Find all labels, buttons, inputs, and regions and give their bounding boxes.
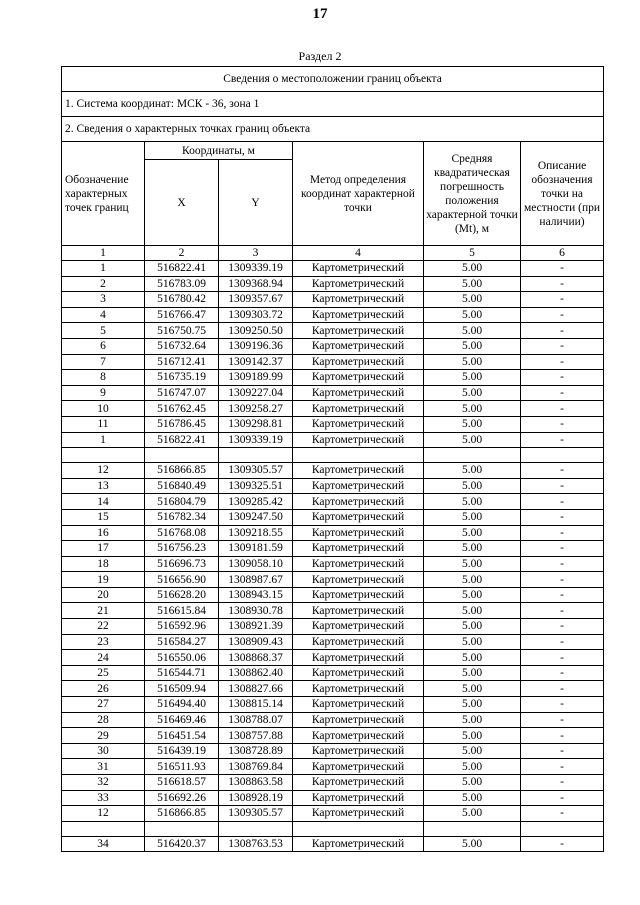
coord-y: 1308763.53 [219, 836, 293, 852]
point-id: 5 [62, 323, 145, 339]
method: Картометрический [293, 432, 424, 448]
coord-y: 1309058.10 [219, 556, 293, 572]
point-id: 2 [62, 276, 145, 292]
accuracy: 5.00 [424, 370, 521, 386]
coord-y: 1308987.67 [219, 572, 293, 588]
table-row [62, 292, 604, 308]
table-row [62, 478, 604, 494]
blank-separator-row [62, 821, 604, 836]
coord-x: 516783.09 [145, 276, 219, 292]
column-number: 4 [293, 246, 424, 261]
point-id: 7 [62, 354, 145, 370]
method: Картометрический [293, 338, 424, 354]
coord-y: 1309218.55 [219, 525, 293, 541]
description: - [521, 572, 604, 588]
coord-y: 1309258.27 [219, 401, 293, 417]
description: - [521, 463, 604, 479]
coord-y: 1308827.66 [219, 681, 293, 697]
accuracy: 5.00 [424, 478, 521, 494]
description: - [521, 806, 604, 822]
blank-cell [521, 448, 604, 463]
blank-cell [293, 448, 424, 463]
table-row [62, 556, 604, 572]
header-x: X [145, 160, 219, 246]
table-row [62, 541, 604, 557]
accuracy: 5.00 [424, 556, 521, 572]
point-id: 16 [62, 525, 145, 541]
point-id: 17 [62, 541, 145, 557]
coord-x: 516768.08 [145, 525, 219, 541]
accuracy: 5.00 [424, 619, 521, 635]
accuracy: 5.00 [424, 541, 521, 557]
header-accuracy: Средняя квадратическая погрешность положения характерной точки (Mt), м [424, 142, 521, 246]
description: - [521, 587, 604, 603]
coord-x: 516786.45 [145, 416, 219, 432]
table-row [62, 806, 604, 822]
header-description: Описание обозначения точки на местности (при наличии) [521, 142, 604, 246]
coord-x: 516584.27 [145, 634, 219, 650]
method: Картометрический [293, 603, 424, 619]
description: - [521, 556, 604, 572]
description: - [521, 401, 604, 417]
accuracy: 5.00 [424, 806, 521, 822]
table-row [62, 354, 604, 370]
point-id: 33 [62, 790, 145, 806]
method: Картометрический [293, 261, 424, 277]
table-row [62, 307, 604, 323]
table-title: Сведения о местоположении границ объекта [62, 67, 604, 92]
accuracy: 5.00 [424, 401, 521, 417]
method: Картометрический [293, 790, 424, 806]
coord-x: 516615.84 [145, 603, 219, 619]
method: Картометрический [293, 509, 424, 525]
header-coords: Координаты, м [145, 142, 293, 160]
table-row [62, 370, 604, 386]
point-id: 3 [62, 292, 145, 308]
method: Картометрический [293, 728, 424, 744]
table-row [62, 323, 604, 339]
description: - [521, 432, 604, 448]
method: Картометрический [293, 743, 424, 759]
coord-x: 516866.85 [145, 463, 219, 479]
coord-x: 516494.40 [145, 697, 219, 713]
table-row [62, 790, 604, 806]
table-row [62, 665, 604, 681]
column-number: 2 [145, 246, 219, 261]
description: - [521, 509, 604, 525]
coord-y: 1308769.84 [219, 759, 293, 775]
coord-y: 1309339.19 [219, 432, 293, 448]
accuracy: 5.00 [424, 634, 521, 650]
coord-x: 516866.85 [145, 806, 219, 822]
coord-x: 516544.71 [145, 665, 219, 681]
coord-x: 516592.96 [145, 619, 219, 635]
coord-y: 1309357.67 [219, 292, 293, 308]
method: Картометрический [293, 556, 424, 572]
point-id: 18 [62, 556, 145, 572]
method: Картометрический [293, 463, 424, 479]
accuracy: 5.00 [424, 385, 521, 401]
coord-y: 1308921.39 [219, 619, 293, 635]
point-id: 12 [62, 463, 145, 479]
description: - [521, 370, 604, 386]
table-row [62, 634, 604, 650]
table-row [62, 619, 604, 635]
coord-x: 516780.42 [145, 292, 219, 308]
description: - [521, 307, 604, 323]
accuracy: 5.00 [424, 494, 521, 510]
section-title: Раздел 2 [298, 49, 342, 63]
description: - [521, 354, 604, 370]
coord-y: 1309368.94 [219, 276, 293, 292]
accuracy: 5.00 [424, 790, 521, 806]
blank-cell [424, 448, 521, 463]
coord-y: 1309303.72 [219, 307, 293, 323]
accuracy: 5.00 [424, 463, 521, 479]
method: Картометрический [293, 836, 424, 852]
point-id: 25 [62, 665, 145, 681]
blank-cell [145, 448, 219, 463]
point-id: 10 [62, 401, 145, 417]
accuracy: 5.00 [424, 307, 521, 323]
method: Картометрический [293, 650, 424, 666]
description: - [521, 323, 604, 339]
method: Картометрический [293, 541, 424, 557]
accuracy: 5.00 [424, 261, 521, 277]
accuracy: 5.00 [424, 836, 521, 852]
coord-y: 1308815.14 [219, 697, 293, 713]
point-id: 26 [62, 681, 145, 697]
table-row [62, 432, 604, 448]
point-id: 30 [62, 743, 145, 759]
coord-x: 516822.41 [145, 261, 219, 277]
accuracy: 5.00 [424, 323, 521, 339]
coord-x: 516822.41 [145, 432, 219, 448]
description: - [521, 650, 604, 666]
point-id: 9 [62, 385, 145, 401]
blank-cell [219, 448, 293, 463]
point-id: 15 [62, 509, 145, 525]
point-id: 4 [62, 307, 145, 323]
blank-cell [62, 448, 145, 463]
coord-y: 1309227.04 [219, 385, 293, 401]
point-id: 29 [62, 728, 145, 744]
description: - [521, 619, 604, 635]
method: Картометрический [293, 416, 424, 432]
description: - [521, 292, 604, 308]
accuracy: 5.00 [424, 650, 521, 666]
method: Картометрический [293, 775, 424, 791]
accuracy: 5.00 [424, 775, 521, 791]
coord-y: 1309142.37 [219, 354, 293, 370]
blank-cell [521, 821, 604, 836]
description: - [521, 634, 604, 650]
point-id: 28 [62, 712, 145, 728]
description: - [521, 541, 604, 557]
table-row [62, 276, 604, 292]
method: Картометрический [293, 525, 424, 541]
method: Картометрический [293, 307, 424, 323]
coord-y: 1309325.51 [219, 478, 293, 494]
header-y: Y [219, 160, 293, 246]
coord-x: 516756.23 [145, 541, 219, 557]
point-id: 21 [62, 603, 145, 619]
coordinates-table [61, 66, 604, 852]
coord-x: 516509.94 [145, 681, 219, 697]
coord-x: 516804.79 [145, 494, 219, 510]
description: - [521, 728, 604, 744]
method: Картометрический [293, 634, 424, 650]
coord-x: 516469.46 [145, 712, 219, 728]
point-id: 20 [62, 587, 145, 603]
coord-x: 516692.26 [145, 790, 219, 806]
method: Картометрический [293, 587, 424, 603]
column-number: 1 [62, 246, 145, 261]
table-row [62, 603, 604, 619]
accuracy: 5.00 [424, 681, 521, 697]
accuracy: 5.00 [424, 354, 521, 370]
coord-y: 1309189.99 [219, 370, 293, 386]
point-id: 27 [62, 697, 145, 713]
method: Картометрический [293, 385, 424, 401]
description: - [521, 697, 604, 713]
coord-y: 1309339.19 [219, 261, 293, 277]
description: - [521, 603, 604, 619]
description: - [521, 338, 604, 354]
point-id: 1 [62, 432, 145, 448]
coordinate-system: 1. Система координат: МСК - 36, зона 1 [62, 92, 604, 117]
point-id: 34 [62, 836, 145, 852]
coord-x: 516656.90 [145, 572, 219, 588]
method: Картометрический [293, 494, 424, 510]
coord-x: 516712.41 [145, 354, 219, 370]
table-row [62, 338, 604, 354]
coord-x: 516511.93 [145, 759, 219, 775]
point-id: 24 [62, 650, 145, 666]
column-number: 3 [219, 246, 293, 261]
table-row [62, 261, 604, 277]
method: Картометрический [293, 759, 424, 775]
blank-cell [145, 821, 219, 836]
method: Картометрический [293, 572, 424, 588]
table-row [62, 525, 604, 541]
coord-y: 1308943.15 [219, 587, 293, 603]
description: - [521, 416, 604, 432]
table-row [62, 712, 604, 728]
point-id: 19 [62, 572, 145, 588]
table-row [62, 509, 604, 525]
page-number: 17 [312, 6, 328, 22]
blank-separator-row [62, 448, 604, 463]
accuracy: 5.00 [424, 759, 521, 775]
points-section-title: 2. Сведения о характерных точках границ объекта [62, 117, 604, 142]
coord-y: 1309305.57 [219, 806, 293, 822]
coord-x: 516762.45 [145, 401, 219, 417]
table-row [62, 416, 604, 432]
description: - [521, 759, 604, 775]
point-id: 6 [62, 338, 145, 354]
accuracy: 5.00 [424, 743, 521, 759]
method: Картометрический [293, 323, 424, 339]
method: Картометрический [293, 478, 424, 494]
method: Картометрический [293, 619, 424, 635]
table-row [62, 775, 604, 791]
accuracy: 5.00 [424, 587, 521, 603]
point-id: 32 [62, 775, 145, 791]
blank-cell [62, 821, 145, 836]
accuracy: 5.00 [424, 728, 521, 744]
method: Картометрический [293, 681, 424, 697]
coord-x: 516696.73 [145, 556, 219, 572]
table-row [62, 836, 604, 852]
coord-y: 1308788.07 [219, 712, 293, 728]
coord-y: 1309247.50 [219, 509, 293, 525]
coord-y: 1309196.36 [219, 338, 293, 354]
accuracy: 5.00 [424, 525, 521, 541]
description: - [521, 478, 604, 494]
accuracy: 5.00 [424, 697, 521, 713]
coord-x: 516618.57 [145, 775, 219, 791]
accuracy: 5.00 [424, 338, 521, 354]
method: Картометрический [293, 370, 424, 386]
accuracy: 5.00 [424, 665, 521, 681]
coord-x: 516628.20 [145, 587, 219, 603]
coord-x: 516750.75 [145, 323, 219, 339]
table-row [62, 463, 604, 479]
accuracy: 5.00 [424, 416, 521, 432]
method: Картометрический [293, 354, 424, 370]
table-row [62, 759, 604, 775]
coord-x: 516782.34 [145, 509, 219, 525]
point-id: 14 [62, 494, 145, 510]
coord-y: 1309181.59 [219, 541, 293, 557]
coord-x: 516735.19 [145, 370, 219, 386]
table-row [62, 494, 604, 510]
column-number: 6 [521, 246, 604, 261]
point-id: 1 [62, 261, 145, 277]
description: - [521, 775, 604, 791]
accuracy: 5.00 [424, 292, 521, 308]
accuracy: 5.00 [424, 509, 521, 525]
coord-x: 516439.19 [145, 743, 219, 759]
description: - [521, 385, 604, 401]
table-row [62, 401, 604, 417]
coord-y: 1308728.89 [219, 743, 293, 759]
point-id: 11 [62, 416, 145, 432]
coord-y: 1308862.40 [219, 665, 293, 681]
coord-y: 1309298.81 [219, 416, 293, 432]
method: Картометрический [293, 401, 424, 417]
coord-y: 1309250.50 [219, 323, 293, 339]
accuracy: 5.00 [424, 276, 521, 292]
coord-y: 1308930.78 [219, 603, 293, 619]
point-id: 22 [62, 619, 145, 635]
coord-x: 516550.06 [145, 650, 219, 666]
table-row [62, 385, 604, 401]
table-row [62, 728, 604, 744]
method: Картометрический [293, 276, 424, 292]
header-point: Обозначение характерных точек границ [62, 142, 145, 246]
accuracy: 5.00 [424, 432, 521, 448]
description: - [521, 494, 604, 510]
coord-x: 516840.49 [145, 478, 219, 494]
accuracy: 5.00 [424, 603, 521, 619]
coord-x: 516766.47 [145, 307, 219, 323]
coord-y: 1309305.57 [219, 463, 293, 479]
description: - [521, 712, 604, 728]
table-row [62, 650, 604, 666]
table-row [62, 681, 604, 697]
description: - [521, 836, 604, 852]
point-id: 12 [62, 806, 145, 822]
point-id: 31 [62, 759, 145, 775]
table-row [62, 587, 604, 603]
point-id: 23 [62, 634, 145, 650]
method: Картометрический [293, 292, 424, 308]
blank-cell [293, 821, 424, 836]
table-row [62, 572, 604, 588]
point-id: 13 [62, 478, 145, 494]
coord-y: 1308909.43 [219, 634, 293, 650]
coord-x: 516451.54 [145, 728, 219, 744]
coord-x: 516747.07 [145, 385, 219, 401]
coord-x: 516732.64 [145, 338, 219, 354]
description: - [521, 261, 604, 277]
accuracy: 5.00 [424, 712, 521, 728]
table-row [62, 697, 604, 713]
method: Картометрический [293, 697, 424, 713]
coord-y: 1308868.37 [219, 650, 293, 666]
method: Картометрический [293, 806, 424, 822]
table-row [62, 743, 604, 759]
coord-y: 1308928.19 [219, 790, 293, 806]
method: Картометрический [293, 712, 424, 728]
description: - [521, 681, 604, 697]
blank-cell [424, 821, 521, 836]
description: - [521, 525, 604, 541]
column-number: 5 [424, 246, 521, 261]
accuracy: 5.00 [424, 572, 521, 588]
coord-y: 1309285.42 [219, 494, 293, 510]
point-id: 8 [62, 370, 145, 386]
coord-x: 516420.37 [145, 836, 219, 852]
description: - [521, 743, 604, 759]
coord-y: 1308757.88 [219, 728, 293, 744]
header-method: Метод определения координат характерной точки [293, 142, 424, 246]
description: - [521, 276, 604, 292]
description: - [521, 665, 604, 681]
description: - [521, 790, 604, 806]
coord-y: 1308863.58 [219, 775, 293, 791]
blank-cell [219, 821, 293, 836]
method: Картометрический [293, 665, 424, 681]
